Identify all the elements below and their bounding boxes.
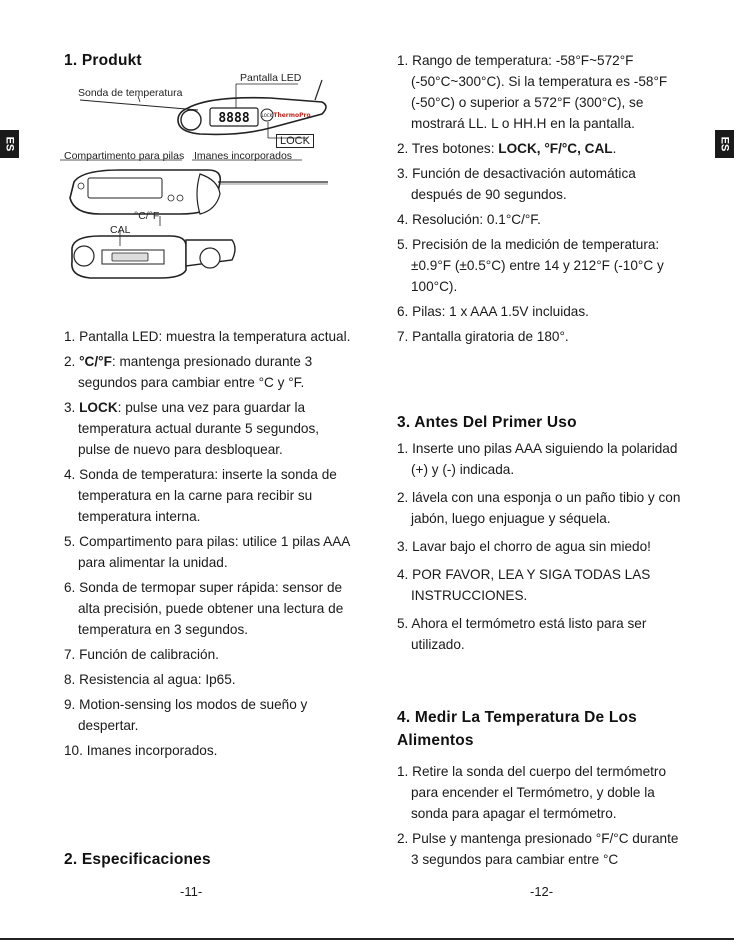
thermometer-battery-view [72,230,235,278]
list-item-number: 6. [64,580,80,595]
thermometer-back-view [70,170,328,226]
list-item-number: 9. [64,697,80,712]
list-item-number: 5. [64,534,80,549]
list-item-text: Resolución: 0.1°C/°F. [412,212,541,227]
list-item [397,234,687,297]
page-number-left: -11- [180,884,203,899]
label-fc: °C/°F [134,210,160,222]
list-item-text: Pulse y mantenga presionado °F/°C durante 3 segundos para cambiar entre °C [411,831,679,867]
label-probe: Sonda de temperatura [78,87,183,99]
list-item [397,326,687,347]
list-item-number: 10. [64,743,87,758]
label-magnets: Imanes incorporados [194,150,293,162]
list-item-text: Tres botones: [411,141,499,156]
list-item-text: Resistencia al agua: Ip65. [79,672,236,687]
list-item [64,740,354,761]
list-item [397,564,687,606]
list-item-text: POR FAVOR, LEA Y SIGA TODAS LAS INSTRUCCIONES. [411,567,651,603]
list-item-text: Función de calibración. [79,647,219,662]
list-item-number: 7. [64,647,80,662]
list-item-number: 5. [397,237,413,252]
list-item-number: 2. [397,831,413,846]
list-item-number: 2. [64,354,80,369]
svg-text:LOCK: LOCK [261,113,273,118]
label-cal: CAL [110,224,131,236]
section-title-product: 1. Produkt [64,52,142,69]
list-item [64,694,354,736]
measure-list [397,761,687,874]
list-item-number: 6. [397,304,413,319]
list-item [64,577,354,640]
list-item [397,163,687,205]
list-item-text: Sonda de termopar super rápida: sensor de alta precisión, puede obtener una lectura de temperatura en 3 segundos. [78,580,344,637]
list-item-text: Pilas: 1 x AAA 1.5V incluidas. [412,304,589,319]
list-item-text: Función de desactivación automática después de 90 segundos. [411,166,636,202]
list-item [397,613,687,655]
list-item [64,669,354,690]
list-item-number: 5. [397,616,412,631]
label-led: Pantalla LED [240,72,302,84]
section-title-before-use: 3. Antes Del Primer Uso [397,414,577,431]
list-item-number: 2. [397,490,413,505]
list-item-number: 2. [397,141,412,156]
list-item-keyword: LOCK [79,400,118,415]
list-item-number: 3. [397,166,413,181]
list-item [64,531,354,573]
label-battery: Compartimento para pilas [64,150,185,162]
product-illustration [60,70,340,300]
list-item [397,828,687,870]
list-item-text: lávela con una esponja o un paño tibio y con jabón, luego enjuague y séquela. [411,490,681,526]
section-title-measure: 4. Medir La Temperatura De Los Alimentos [397,709,637,749]
list-item-text: Ahora el termómetro está listo para ser utilizado. [411,616,647,652]
list-item-keyword: °C/°F [79,354,112,369]
list-item-number: 1. [397,764,413,779]
list-item-number: 3. [397,539,413,554]
page-number-right: -12- [530,884,554,899]
list-item-keyword: LOCK, °F/°C, CAL [498,141,613,156]
bottom-rule [0,938,734,940]
list-item-number: 1. [64,329,80,344]
label-lock: LOCK [276,134,314,148]
list-item-text: Pantalla giratoria de 180°. [412,329,569,344]
list-item-number: 4. [397,567,413,582]
list-item [397,536,687,557]
list-item-text: Precisión de la medición de temperatura: ±0.9°F (±0.5°C) entre 14 y 212°F (-10°C y 100°C). [411,237,664,294]
list-item-text: : mantenga presionado durante 3 segundos para cambiar entre °C y °F. [78,354,313,390]
list-item-text: Compartimento para pilas: utilice 1 pilas AAA para alimentar la unidad. [78,534,350,570]
list-item-number: 1. [397,53,413,68]
list-item-number: 8. [64,672,80,687]
list-item [397,138,687,159]
list-item-number: 3. [64,400,80,415]
list-item [64,644,354,665]
list-item [64,351,354,393]
product-features-list [64,326,354,765]
section-title-specs: 2. Especificaciones [64,851,211,868]
list-item-number: 4. [64,467,80,482]
list-item-number: 7. [397,329,413,344]
list-item-text: Rango de temperatura: -58°F~572°F (-50°C~300°C). Si la temperatura es -58°F (-50°C) o superior a 572°F (300°C), se mostrará LL. L o HH.H en la pantalla. [411,53,668,131]
list-item-text: Pantalla LED: muestra la temperatura actual. [79,329,351,344]
list-item-number: 1. [397,441,413,456]
list-item-text: Lavar bajo el chorro de agua sin miedo! [412,539,651,554]
list-item [397,50,687,134]
list-item-text: Sonda de temperatura: inserte la sonda de temperatura en la carne para recibir su temperatura interna. [78,467,337,524]
thermometer-diagram [60,70,340,300]
list-item-text: Motion-sensing los modos de sueño y despertar. [78,697,308,733]
specs-list [397,50,687,351]
svg-text:8888: 8888 [218,111,250,126]
list-item-text: : pulse una vez para guardar la temperatura actual durante 5 segundos, pulse de nuevo para desbloquear. [78,400,320,457]
list-item [397,209,687,230]
list-item-text: Inserte uno pilas AAA siguiendo la polaridad (+) y (-) indicada. [411,441,678,477]
list-item [64,397,354,460]
list-item-text: Retire la sonda del cuerpo del termómetro para encender el Termómetro, y doble la sonda para apagar el termómetro. [411,764,667,821]
before-use-list [397,438,687,662]
list-item [64,464,354,527]
list-item-text: Imanes incorporados. [86,743,218,758]
list-item-number: 4. [397,212,413,227]
svg-text:ThermoPro: ThermoPro [273,112,311,119]
list-item [397,301,687,322]
list-item [397,438,687,480]
list-item-text-end: . [612,141,617,156]
list-item [64,326,354,347]
language-tab-left: ES [0,130,19,158]
list-item [397,487,687,529]
list-item [397,761,687,824]
language-tab-right: ES [715,130,734,158]
